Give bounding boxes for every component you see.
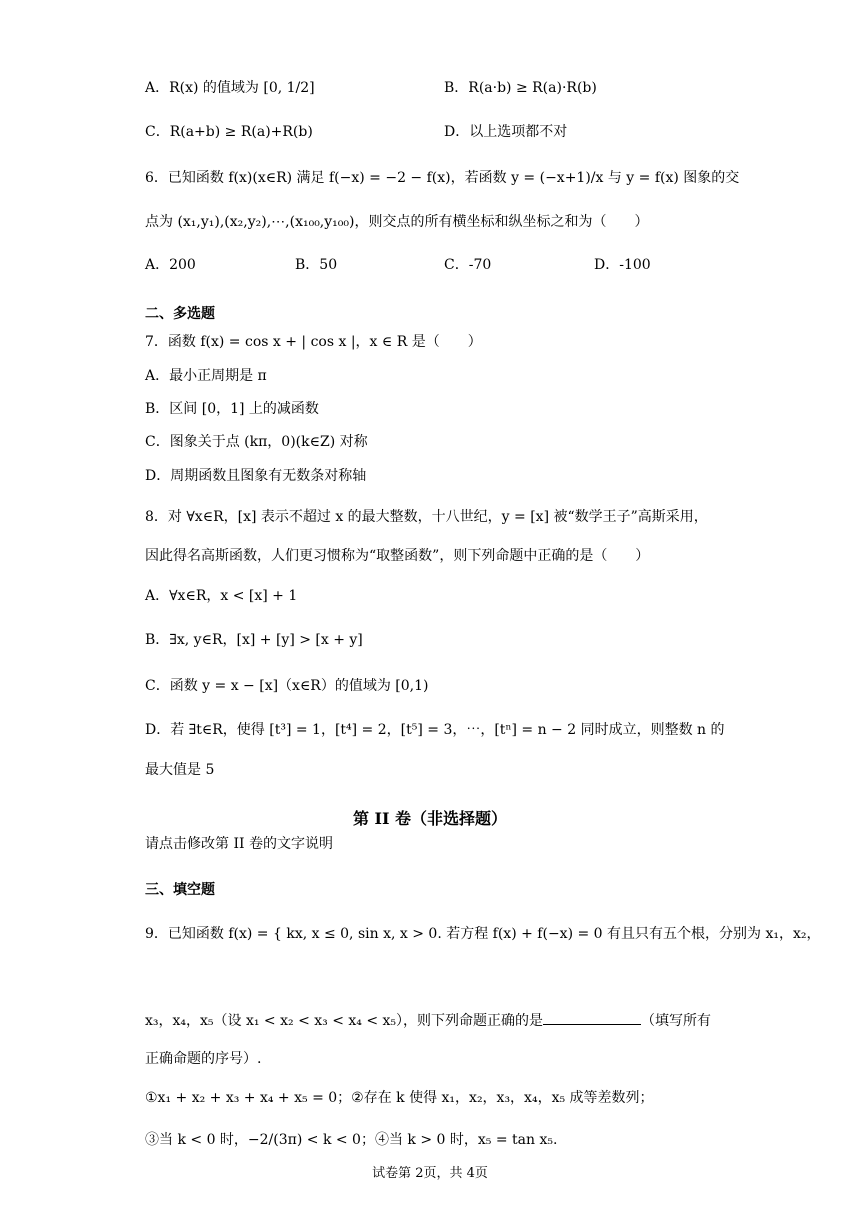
q8-stem-line1: 8．对 ∀x∈R，[x] 表示不超过 x 的最大整数，十八世纪，y = [x] 被“数学王子”高斯采用，	[145, 509, 708, 525]
q8-option-b: B．∃x, y∈R，[x] + [y] > [x + y]	[145, 632, 363, 648]
q9-statements-3-4: ③当 k < 0 时，−2/(3π) < k < 0；④当 k > 0 时，x₅ = tan x₅.	[145, 1132, 558, 1148]
q9-stem-line2-text: x₃，x₄，x₅（设 x₁ < x₂ < x₃ < x₄ < x₅），则下列命题正确的是	[145, 1013, 544, 1029]
q6-option-c: C．-70	[444, 257, 492, 273]
q9-stem-line3: 正确命题的序号）.	[145, 1051, 262, 1067]
q6-stem-line1: 6．已知函数 f(x)(x∈R) 满足 f(−x) = −2 − f(x)，若函数 y = (−x+1)/x 与 y = f(x) 图象的交	[145, 170, 740, 186]
q8-option-c: C．函数 y = x − [x]（x∈R）的值域为 [0,1)	[145, 678, 429, 694]
q9-stem-line2	[145, 1010, 711, 1031]
q7-option-a: A．最小正周期是 π	[145, 368, 267, 384]
q6-option-b: B．50	[295, 257, 338, 273]
q9-stem-line1: 9．已知函数 f(x) = { kx, x ≤ 0, sin x, x > 0. 若方程 f(x) + f(−x) = 0 有且只有五个根，分别为 x₁，x₂，	[145, 926, 821, 942]
page-footer: 试卷第 2页，共 4页	[372, 1166, 488, 1181]
q8-option-a: A．∀x∈R，x < [x] + 1	[145, 588, 298, 604]
q5-option-d: D．以上选项都不对	[444, 124, 568, 140]
section-fill-in-title: 三、填空题	[145, 882, 215, 898]
q8-stem-line2: 因此得名高斯函数，人们更习惯称为“取整函数”，则下列命题中正确的是（ ）	[145, 548, 650, 564]
section-multiple-choice-title: 二、多选题	[145, 306, 215, 322]
part2-title: 第 II 卷（非选择题）	[352, 809, 508, 828]
q7-option-d: D．周期函数且图象有无数条对称轴	[145, 468, 367, 484]
q7-option-b: B．区间 [0，1] 上的减函数	[145, 401, 319, 417]
q6-option-a: A．200	[145, 257, 196, 273]
q9-answer-blank[interactable]	[543, 1010, 641, 1025]
q5-option-a: A．R(x) 的值域为 [0, 1/2]	[145, 80, 315, 96]
q8-option-d: D．若 ∃t∈R，使得 [t³] = 1，[t⁴] = 2，[t⁵] = 3，⋯，[tⁿ] = n − 2 同时成立，则整数 n 的	[145, 722, 725, 738]
q6-option-d: D．-100	[594, 257, 651, 273]
q5-option-c: C．R(a+b) ≥ R(a)+R(b)	[145, 124, 313, 140]
q6-stem-line2: 点为 (x₁,y₁),(x₂,y₂),⋯,(x₁₀₀,y₁₀₀)，则交点的所有横坐标和纵坐标之和为（ ）	[145, 214, 649, 230]
q7-option-c: C．图象关于点 (kπ，0)(k∈Z) 对称	[145, 434, 368, 450]
q9-stem-line2-tail: （填写所有	[641, 1013, 712, 1029]
q5-option-b: B．R(a·b) ≥ R(a)·R(b)	[444, 80, 597, 96]
part2-note[interactable]: 请点击修改第 II 卷的文字说明	[145, 836, 333, 852]
q8-option-d-continued: 最大值是 5	[145, 762, 215, 778]
q9-statements-1-2: ①x₁ + x₂ + x₃ + x₄ + x₅ = 0；②存在 k 使得 x₁，x₂，x₃，x₄，x₅ 成等差数列；	[145, 1090, 654, 1106]
q7-stem: 7．函数 f(x) = cos x + | cos x |，x ∈ R 是（ ）	[145, 334, 482, 350]
